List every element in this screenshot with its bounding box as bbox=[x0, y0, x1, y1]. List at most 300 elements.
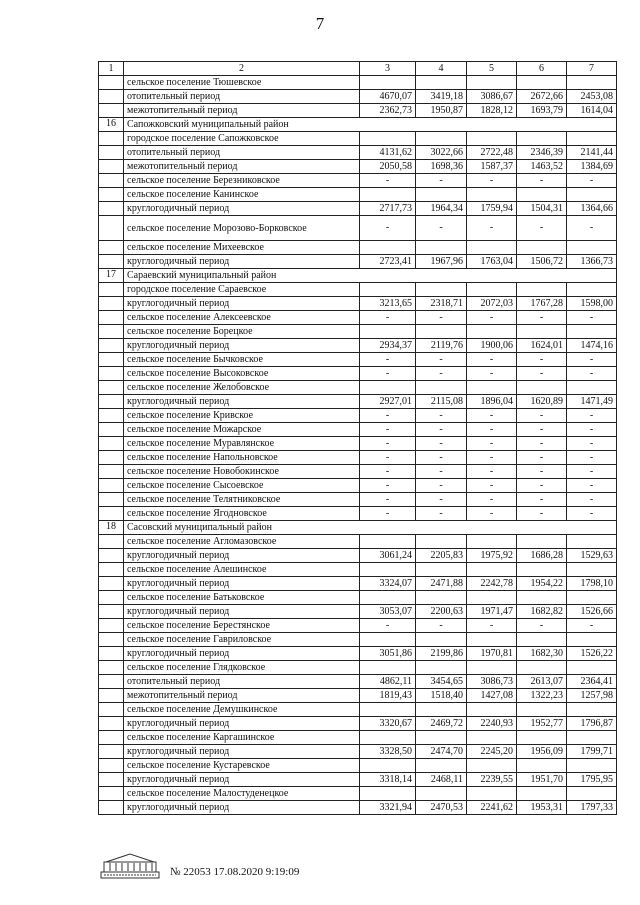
value-cell: - bbox=[360, 507, 416, 521]
table-row bbox=[99, 451, 617, 465]
table-row bbox=[99, 479, 617, 493]
value-cell: - bbox=[416, 493, 467, 507]
value-cell: - bbox=[467, 465, 517, 479]
value-cell: - bbox=[517, 216, 567, 241]
value-cell: 1598,00 bbox=[567, 297, 617, 311]
value-cell bbox=[467, 787, 517, 801]
settlement-name: сельское поселение Берестянское bbox=[124, 619, 360, 633]
value-cell: 1952,77 bbox=[517, 717, 567, 731]
value-cell: 1767,28 bbox=[517, 297, 567, 311]
value-cell: - bbox=[517, 619, 567, 633]
table-row bbox=[99, 535, 617, 549]
value-cell: 1798,10 bbox=[567, 577, 617, 591]
value-cell bbox=[416, 661, 467, 675]
value-cell: 3419,18 bbox=[416, 90, 467, 104]
value-cell bbox=[467, 633, 517, 647]
value-cell: 1796,87 bbox=[567, 717, 617, 731]
table-row bbox=[99, 675, 617, 689]
table-row bbox=[99, 339, 617, 353]
settlement-name: сельское поселение Телятниковское bbox=[124, 493, 360, 507]
value-cell bbox=[567, 132, 617, 146]
value-cell: 1956,09 bbox=[517, 745, 567, 759]
table-row bbox=[99, 381, 617, 395]
table-row bbox=[99, 132, 617, 146]
column-header: 5 bbox=[467, 62, 517, 76]
value-cell bbox=[567, 325, 617, 339]
settlement-name: круглогодичный период bbox=[124, 255, 360, 269]
value-cell: - bbox=[567, 311, 617, 325]
settlement-name: отопительный период bbox=[124, 90, 360, 104]
value-cell bbox=[567, 76, 617, 90]
table-row bbox=[99, 619, 617, 633]
value-cell: 1759,94 bbox=[467, 202, 517, 216]
value-cell: - bbox=[416, 216, 467, 241]
value-cell: - bbox=[360, 465, 416, 479]
value-cell: 2115,08 bbox=[416, 395, 467, 409]
value-cell bbox=[416, 241, 467, 255]
value-cell bbox=[517, 241, 567, 255]
value-cell: - bbox=[517, 451, 567, 465]
table-row bbox=[99, 591, 617, 605]
value-cell: 4670,07 bbox=[360, 90, 416, 104]
row-index bbox=[99, 76, 124, 90]
value-cell bbox=[467, 661, 517, 675]
table-row bbox=[99, 76, 617, 90]
table-row bbox=[99, 297, 617, 311]
row-index bbox=[99, 297, 124, 311]
value-cell bbox=[517, 661, 567, 675]
value-cell: 1384,69 bbox=[567, 160, 617, 174]
value-cell bbox=[567, 188, 617, 202]
value-cell bbox=[360, 703, 416, 717]
value-cell: 1967,96 bbox=[416, 255, 467, 269]
value-cell: - bbox=[467, 451, 517, 465]
value-cell: 2453,08 bbox=[567, 90, 617, 104]
value-cell: 2362,73 bbox=[360, 104, 416, 118]
value-cell: 2468,11 bbox=[416, 773, 467, 787]
row-index bbox=[99, 216, 124, 241]
value-cell bbox=[360, 787, 416, 801]
settlement-name: межотопительный период bbox=[124, 160, 360, 174]
row-index bbox=[99, 563, 124, 577]
settlement-name: сельское поселение Морозово-Борковское bbox=[124, 216, 360, 241]
value-cell: - bbox=[360, 174, 416, 188]
row-index bbox=[99, 451, 124, 465]
settlement-name: сельское поселение Глядковское bbox=[124, 661, 360, 675]
value-cell: 1799,71 bbox=[567, 745, 617, 759]
row-index bbox=[99, 731, 124, 745]
district-row bbox=[99, 521, 617, 535]
row-index bbox=[99, 367, 124, 381]
table-row bbox=[99, 241, 617, 255]
table-row bbox=[99, 325, 617, 339]
row-index bbox=[99, 703, 124, 717]
value-cell: 3053,07 bbox=[360, 605, 416, 619]
table-row bbox=[99, 717, 617, 731]
settlement-name: отопительный период bbox=[124, 675, 360, 689]
value-cell bbox=[467, 132, 517, 146]
table-row bbox=[99, 283, 617, 297]
value-cell: - bbox=[416, 465, 467, 479]
value-cell bbox=[567, 787, 617, 801]
value-cell bbox=[517, 633, 567, 647]
value-cell: 3051,86 bbox=[360, 647, 416, 661]
value-cell: 2934,37 bbox=[360, 339, 416, 353]
value-cell: - bbox=[517, 423, 567, 437]
value-cell: 1526,66 bbox=[567, 605, 617, 619]
value-cell: - bbox=[517, 493, 567, 507]
value-cell bbox=[416, 759, 467, 773]
row-index bbox=[99, 90, 124, 104]
value-cell: - bbox=[517, 507, 567, 521]
value-cell bbox=[416, 787, 467, 801]
settlement-name: круглогодичный период bbox=[124, 297, 360, 311]
value-cell bbox=[360, 535, 416, 549]
settlement-name: межотопительный период bbox=[124, 104, 360, 118]
value-cell: 1971,47 bbox=[467, 605, 517, 619]
row-index bbox=[99, 188, 124, 202]
value-cell bbox=[467, 188, 517, 202]
row-index bbox=[99, 549, 124, 563]
value-cell: 2469,72 bbox=[416, 717, 467, 731]
value-cell: 2050,58 bbox=[360, 160, 416, 174]
value-cell bbox=[517, 535, 567, 549]
value-cell: 1951,70 bbox=[517, 773, 567, 787]
table-row bbox=[99, 409, 617, 423]
value-cell: 2722,48 bbox=[467, 146, 517, 160]
row-index: 17 bbox=[99, 269, 124, 283]
value-cell: - bbox=[416, 423, 467, 437]
table-row bbox=[99, 423, 617, 437]
column-header: 4 bbox=[416, 62, 467, 76]
row-index bbox=[99, 381, 124, 395]
value-cell: - bbox=[567, 437, 617, 451]
value-cell: 1797,33 bbox=[567, 801, 617, 815]
value-cell: 1763,04 bbox=[467, 255, 517, 269]
value-cell bbox=[517, 787, 567, 801]
value-cell: - bbox=[360, 451, 416, 465]
settlement-name: сельское поселение Муравлянское bbox=[124, 437, 360, 451]
settlement-name: межотопительный период bbox=[124, 689, 360, 703]
value-cell bbox=[517, 703, 567, 717]
value-cell: 2318,71 bbox=[416, 297, 467, 311]
table-row bbox=[99, 90, 617, 104]
table-row bbox=[99, 647, 617, 661]
value-cell: - bbox=[467, 367, 517, 381]
row-index bbox=[99, 395, 124, 409]
value-cell bbox=[567, 731, 617, 745]
value-cell: - bbox=[360, 493, 416, 507]
value-cell: - bbox=[360, 353, 416, 367]
value-cell: - bbox=[416, 409, 467, 423]
row-index: 16 bbox=[99, 118, 124, 132]
row-index bbox=[99, 787, 124, 801]
settlement-name: городское поселение Сараевское bbox=[124, 283, 360, 297]
row-index bbox=[99, 423, 124, 437]
value-cell: - bbox=[517, 409, 567, 423]
value-cell: 2613,07 bbox=[517, 675, 567, 689]
value-cell: 1682,30 bbox=[517, 647, 567, 661]
value-cell: - bbox=[567, 465, 617, 479]
value-cell: 1471,49 bbox=[567, 395, 617, 409]
settlement-name: сельское поселение Ягодновское bbox=[124, 507, 360, 521]
value-cell: - bbox=[517, 311, 567, 325]
table-row bbox=[99, 661, 617, 675]
value-cell: 2717,73 bbox=[360, 202, 416, 216]
table-row bbox=[99, 563, 617, 577]
value-cell: - bbox=[567, 451, 617, 465]
value-cell: 3328,50 bbox=[360, 745, 416, 759]
value-cell: 1587,37 bbox=[467, 160, 517, 174]
value-cell bbox=[360, 188, 416, 202]
table-row bbox=[99, 311, 617, 325]
footer bbox=[100, 842, 500, 882]
value-cell: - bbox=[467, 507, 517, 521]
settlement-name: сельское поселение Новобокинское bbox=[124, 465, 360, 479]
value-cell: 2474,70 bbox=[416, 745, 467, 759]
value-cell bbox=[467, 759, 517, 773]
row-index bbox=[99, 479, 124, 493]
column-header: 2 bbox=[124, 62, 360, 76]
value-cell: 1529,63 bbox=[567, 549, 617, 563]
table-row bbox=[99, 549, 617, 563]
value-cell bbox=[467, 731, 517, 745]
value-cell: 1366,73 bbox=[567, 255, 617, 269]
value-cell bbox=[416, 76, 467, 90]
row-index bbox=[99, 633, 124, 647]
value-cell: 1975,92 bbox=[467, 549, 517, 563]
table-row bbox=[99, 703, 617, 717]
value-cell: 1474,16 bbox=[567, 339, 617, 353]
value-cell: - bbox=[567, 507, 617, 521]
value-cell: - bbox=[467, 423, 517, 437]
value-cell: - bbox=[517, 353, 567, 367]
settlement-name: круглогодичный период bbox=[124, 647, 360, 661]
settlement-name: круглогодичный период bbox=[124, 577, 360, 591]
settlement-name: круглогодичный период bbox=[124, 605, 360, 619]
value-cell: - bbox=[467, 479, 517, 493]
table-row bbox=[99, 731, 617, 745]
table-row bbox=[99, 353, 617, 367]
value-cell: 2242,78 bbox=[467, 577, 517, 591]
value-cell bbox=[467, 283, 517, 297]
value-cell bbox=[467, 591, 517, 605]
value-cell: - bbox=[467, 311, 517, 325]
value-cell bbox=[416, 563, 467, 577]
value-cell bbox=[517, 132, 567, 146]
value-cell bbox=[360, 591, 416, 605]
value-cell bbox=[360, 76, 416, 90]
value-cell: 3086,73 bbox=[467, 675, 517, 689]
value-cell: 1900,06 bbox=[467, 339, 517, 353]
district-name: Сапожковский муниципальный район bbox=[124, 118, 617, 132]
value-cell bbox=[567, 633, 617, 647]
settlement-name: сельское поселение Алешинское bbox=[124, 563, 360, 577]
value-cell: - bbox=[517, 465, 567, 479]
row-index bbox=[99, 283, 124, 297]
value-cell bbox=[567, 563, 617, 577]
row-index bbox=[99, 577, 124, 591]
row-index bbox=[99, 160, 124, 174]
settlement-name: круглогодичный период bbox=[124, 549, 360, 563]
value-cell: - bbox=[567, 216, 617, 241]
value-cell bbox=[467, 563, 517, 577]
value-cell: - bbox=[360, 423, 416, 437]
value-cell bbox=[416, 188, 467, 202]
value-cell bbox=[360, 381, 416, 395]
settlement-name: сельское поселение Алексеевское bbox=[124, 311, 360, 325]
value-cell: 2241,62 bbox=[467, 801, 517, 815]
row-index bbox=[99, 353, 124, 367]
row-index bbox=[99, 311, 124, 325]
value-cell bbox=[416, 283, 467, 297]
settlement-name: круглогодичный период bbox=[124, 773, 360, 787]
value-cell bbox=[517, 591, 567, 605]
settlement-name: сельское поселение Малостуденецкое bbox=[124, 787, 360, 801]
table-row bbox=[99, 577, 617, 591]
table-header-row bbox=[99, 62, 617, 76]
value-cell: 1620,89 bbox=[517, 395, 567, 409]
value-cell: 2927,01 bbox=[360, 395, 416, 409]
value-cell: - bbox=[467, 216, 517, 241]
table-row bbox=[99, 188, 617, 202]
table-row bbox=[99, 104, 617, 118]
value-cell: 1504,31 bbox=[517, 202, 567, 216]
value-cell bbox=[416, 535, 467, 549]
value-cell: 1364,66 bbox=[567, 202, 617, 216]
value-cell: 2346,39 bbox=[517, 146, 567, 160]
value-cell: - bbox=[360, 216, 416, 241]
value-cell: 1698,36 bbox=[416, 160, 467, 174]
settlement-name: круглогодичный период bbox=[124, 339, 360, 353]
value-cell bbox=[416, 381, 467, 395]
table-row bbox=[99, 202, 617, 216]
table-row bbox=[99, 216, 617, 241]
value-cell bbox=[416, 325, 467, 339]
row-index bbox=[99, 104, 124, 118]
column-header: 6 bbox=[517, 62, 567, 76]
value-cell: 1427,08 bbox=[467, 689, 517, 703]
value-cell bbox=[416, 633, 467, 647]
value-cell bbox=[517, 731, 567, 745]
value-cell bbox=[416, 591, 467, 605]
value-cell bbox=[517, 283, 567, 297]
value-cell bbox=[567, 759, 617, 773]
settlement-name: сельское поселение Бычковское bbox=[124, 353, 360, 367]
value-cell: - bbox=[416, 479, 467, 493]
value-cell: - bbox=[360, 437, 416, 451]
value-cell bbox=[467, 325, 517, 339]
value-cell: - bbox=[416, 174, 467, 188]
value-cell: 3061,24 bbox=[360, 549, 416, 563]
table-row bbox=[99, 160, 617, 174]
value-cell: 3022,66 bbox=[416, 146, 467, 160]
value-cell: 1953,31 bbox=[517, 801, 567, 815]
row-index bbox=[99, 605, 124, 619]
value-cell: 1693,79 bbox=[517, 104, 567, 118]
row-index bbox=[99, 773, 124, 787]
value-cell: 2205,83 bbox=[416, 549, 467, 563]
value-cell bbox=[416, 731, 467, 745]
value-cell bbox=[517, 381, 567, 395]
table-row bbox=[99, 493, 617, 507]
settlement-name: городское поселение Сапожковское bbox=[124, 132, 360, 146]
table-row bbox=[99, 689, 617, 703]
value-cell: - bbox=[567, 353, 617, 367]
table-row bbox=[99, 146, 617, 160]
document-stamp: № 22053 17.08.2020 9:19:09 bbox=[170, 866, 300, 878]
settlement-name: сельское поселение Батьковское bbox=[124, 591, 360, 605]
row-index bbox=[99, 174, 124, 188]
table-row bbox=[99, 605, 617, 619]
value-cell bbox=[467, 703, 517, 717]
value-cell bbox=[567, 661, 617, 675]
value-cell: - bbox=[517, 174, 567, 188]
value-cell: - bbox=[517, 479, 567, 493]
settlement-name: отопительный период bbox=[124, 146, 360, 160]
row-index bbox=[99, 241, 124, 255]
district-row bbox=[99, 118, 617, 132]
row-index bbox=[99, 647, 124, 661]
row-index bbox=[99, 759, 124, 773]
row-index bbox=[99, 146, 124, 160]
value-cell: - bbox=[567, 493, 617, 507]
row-index bbox=[99, 661, 124, 675]
settlement-name: сельское поселение Тюшевское bbox=[124, 76, 360, 90]
value-cell: 1828,12 bbox=[467, 104, 517, 118]
value-cell bbox=[416, 703, 467, 717]
value-cell: - bbox=[517, 437, 567, 451]
value-cell: - bbox=[567, 619, 617, 633]
value-cell: 2471,88 bbox=[416, 577, 467, 591]
value-cell: 1614,04 bbox=[567, 104, 617, 118]
value-cell: - bbox=[467, 437, 517, 451]
value-cell: 3320,67 bbox=[360, 717, 416, 731]
table-row bbox=[99, 367, 617, 381]
value-cell: - bbox=[467, 493, 517, 507]
column-header: 7 bbox=[567, 62, 617, 76]
value-cell bbox=[567, 381, 617, 395]
row-index bbox=[99, 132, 124, 146]
district-name: Сасовский муниципальный район bbox=[124, 521, 617, 535]
row-index bbox=[99, 591, 124, 605]
row-index bbox=[99, 717, 124, 731]
row-index bbox=[99, 437, 124, 451]
value-cell: 3086,67 bbox=[467, 90, 517, 104]
settlement-name: сельское поселение Борецкое bbox=[124, 325, 360, 339]
row-index bbox=[99, 675, 124, 689]
value-cell: - bbox=[360, 409, 416, 423]
row-index bbox=[99, 339, 124, 353]
value-cell bbox=[360, 731, 416, 745]
value-cell bbox=[467, 241, 517, 255]
value-cell bbox=[517, 563, 567, 577]
table-row bbox=[99, 507, 617, 521]
settlement-name: круглогодичный период bbox=[124, 801, 360, 815]
value-cell bbox=[360, 661, 416, 675]
value-cell: 1686,28 bbox=[517, 549, 567, 563]
value-cell bbox=[517, 76, 567, 90]
value-cell: - bbox=[467, 409, 517, 423]
value-cell: - bbox=[416, 353, 467, 367]
table-row bbox=[99, 465, 617, 479]
settlement-name: сельское поселение Можарское bbox=[124, 423, 360, 437]
value-cell: 3213,65 bbox=[360, 297, 416, 311]
value-cell: - bbox=[467, 619, 517, 633]
value-cell: - bbox=[416, 619, 467, 633]
value-cell: 1964,34 bbox=[416, 202, 467, 216]
settlement-name: сельское поселение Каргашинское bbox=[124, 731, 360, 745]
